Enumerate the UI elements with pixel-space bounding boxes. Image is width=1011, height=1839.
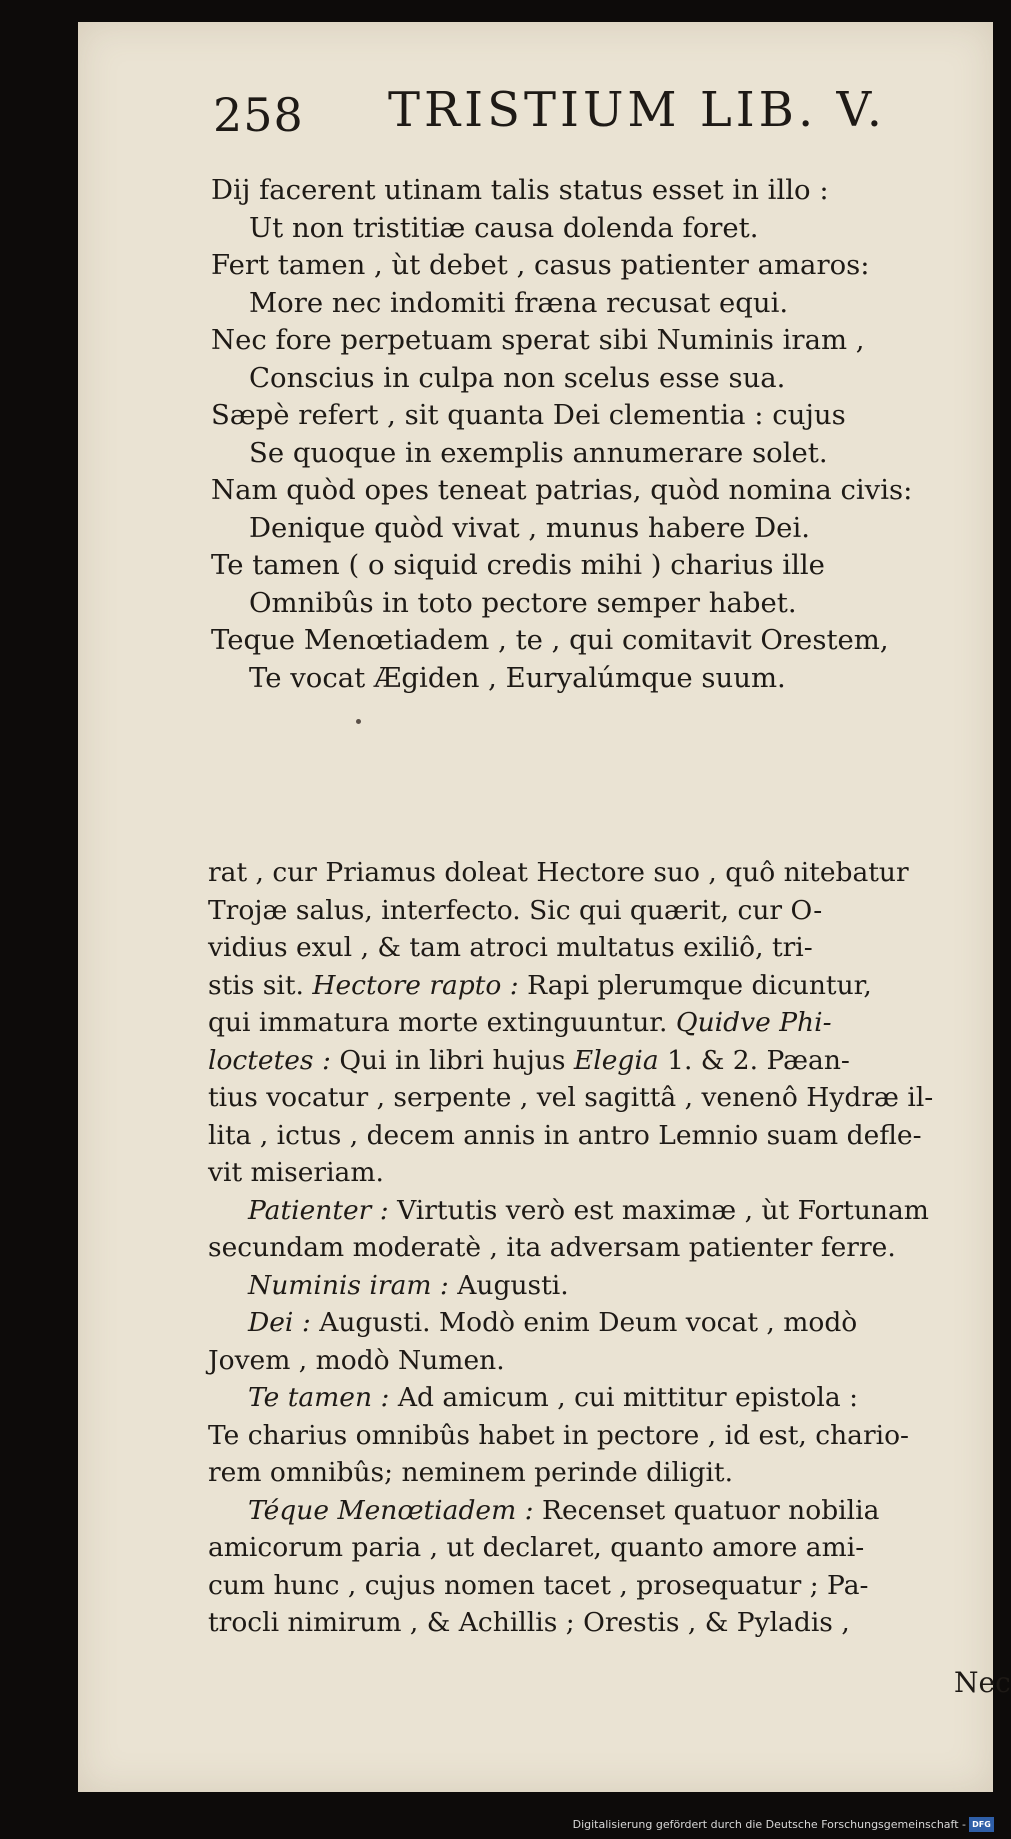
commentary-line bbox=[208, 1379, 998, 1417]
lemma-text: Elegia bbox=[573, 1044, 659, 1076]
verse-line: Nam quòd opes teneat patrias, quòd nomina civis: bbox=[211, 474, 913, 506]
commentary-text: Virtutis verò est maximæ , ùt Fortunam bbox=[388, 1194, 929, 1226]
commentary-line bbox=[208, 1154, 998, 1192]
verse-line: Te vocat Ægiden , Euryalúmque suum. bbox=[249, 661, 786, 694]
lemma-text: Hectore rapto : bbox=[312, 969, 519, 1001]
commentary-line bbox=[208, 929, 998, 967]
commentary-line bbox=[208, 1567, 998, 1605]
ink-dot bbox=[356, 719, 361, 724]
verse-line: Sæpè refert , sit quanta Dei clementia : cujus bbox=[211, 399, 846, 431]
commentary-text: Augusti. bbox=[448, 1269, 569, 1301]
verse-line: Omnibûs in toto pectore semper habet. bbox=[249, 586, 797, 619]
commentary-text: qui immatura morte extinguuntur. bbox=[208, 1007, 676, 1038]
commentary-line bbox=[208, 1417, 998, 1455]
verse-line: Ut non tristitiæ causa dolenda foret. bbox=[249, 211, 759, 244]
verse-line: Nec fore perpetuam sperat sibi Numinis iram , bbox=[211, 324, 865, 356]
page-header bbox=[78, 66, 993, 146]
commentary-text: lita , ictus , decem annis in antro Lemnio suam defle- bbox=[208, 1119, 922, 1151]
commentary-line bbox=[208, 1604, 998, 1642]
digitization-footer bbox=[0, 1814, 1000, 1839]
commentary-text: Recenset quatuor nobilia bbox=[533, 1494, 880, 1526]
verse-line: Dij facerent utinam talis status esset in illo : bbox=[211, 174, 829, 206]
lemma-text: Patienter : bbox=[248, 1194, 389, 1226]
commentary-text: rem omnibûs; neminem perinde diligit. bbox=[208, 1457, 733, 1488]
commentary-line bbox=[208, 1492, 998, 1530]
commentary-line bbox=[208, 892, 998, 930]
commentary-text: tius vocatur , serpente , vel sagittâ , venenô Hydræ il- bbox=[208, 1082, 934, 1113]
commentary-text: vidius exul , & tam atroci multatus exiliô, tri- bbox=[208, 932, 813, 963]
verse-line: More nec indomiti fræna recusat equi. bbox=[249, 286, 789, 319]
lemma-text: Numinis iram : bbox=[248, 1269, 449, 1301]
commentary-text: amicorum paria , ut declaret, quanto amore ami- bbox=[208, 1532, 865, 1563]
verse-line: Se quoque in exemplis annumerare solet. bbox=[249, 436, 828, 469]
commentary-line bbox=[208, 1267, 998, 1305]
dfg-logo-icon: DFG bbox=[969, 1817, 994, 1832]
commentary-text: vit miseriam. bbox=[208, 1157, 384, 1188]
funding-credit: Digitalisierung gefördert durch die Deutsche Forschungsgemeinschaft - bbox=[572, 1818, 966, 1831]
commentary-text: secundam moderatè , ita adversam patienter ferre. bbox=[208, 1232, 896, 1263]
commentary-line bbox=[208, 1004, 998, 1042]
verse-line: Te tamen ( o siquid credis mihi ) charius ille bbox=[211, 549, 825, 581]
commentary-text: rat , cur Priamus doleat Hectore suo , quô nitebatur bbox=[208, 857, 909, 888]
commentary-text: 1. & 2. Pæan- bbox=[658, 1044, 850, 1076]
verse-line: Conscius in culpa non scelus esse sua. bbox=[249, 361, 786, 394]
commentary-line bbox=[208, 1042, 998, 1080]
commentary-text: Te charius omnibûs habet in pectore , id est, chario- bbox=[208, 1419, 910, 1451]
commentary-line bbox=[208, 1229, 998, 1267]
commentary-text: Rapi plerumque dicuntur, bbox=[518, 969, 872, 1001]
commentary-text: Qui in libri hujus bbox=[330, 1044, 574, 1076]
commentary-line bbox=[208, 1192, 998, 1230]
verse-line: Fert tamen , ùt debet , casus patienter amaros: bbox=[211, 249, 870, 281]
commentary-text: trocli nimirum , & Achillis ; Orestis , & Pyladis , bbox=[208, 1607, 850, 1638]
verse-line: Denique quòd vivat , munus habere Dei. bbox=[249, 511, 810, 544]
commentary-line bbox=[208, 1117, 998, 1155]
commentary-text: Trojæ salus, interfecto. Sic qui quærit, cur O- bbox=[208, 894, 823, 926]
book-page bbox=[78, 22, 1011, 1792]
catchword: Nec bbox=[954, 1666, 1011, 1699]
commentary-text: cum hunc , cujus nomen tacet , prosequatur ; Pa- bbox=[208, 1569, 869, 1601]
commentary-line bbox=[208, 1454, 998, 1492]
commentary-line bbox=[208, 967, 998, 1005]
verse-line: Teque Menœtiadem , te , qui comitavit Orestem, bbox=[211, 624, 889, 656]
verse-block bbox=[211, 172, 971, 697]
commentary-text: Jovem , modò Numen. bbox=[208, 1344, 505, 1376]
commentary-text: stis sit. bbox=[208, 969, 313, 1001]
commentary-text: Ad amicum , cui mittitur epistola : bbox=[389, 1382, 859, 1413]
page-number: 258 bbox=[213, 88, 304, 142]
commentary-line bbox=[208, 1342, 998, 1380]
lemma-text: Te tamen : bbox=[248, 1382, 390, 1413]
commentary-line bbox=[208, 1529, 998, 1567]
commentary-text: Augusti. Modò enim Deum vocat , modò bbox=[310, 1307, 858, 1338]
lemma-text: Quidve Phi- bbox=[675, 1007, 832, 1038]
commentary-line bbox=[208, 1079, 998, 1117]
commentary-line bbox=[208, 854, 998, 892]
lemma-text: Téque Menœtiadem : bbox=[248, 1494, 534, 1526]
commentary-block bbox=[208, 854, 998, 1642]
lemma-text: Dei : bbox=[248, 1307, 311, 1338]
running-title: TRISTIUM LIB. V. bbox=[388, 82, 886, 138]
commentary-line bbox=[208, 1304, 998, 1342]
lemma-text: loctetes : bbox=[208, 1044, 331, 1076]
